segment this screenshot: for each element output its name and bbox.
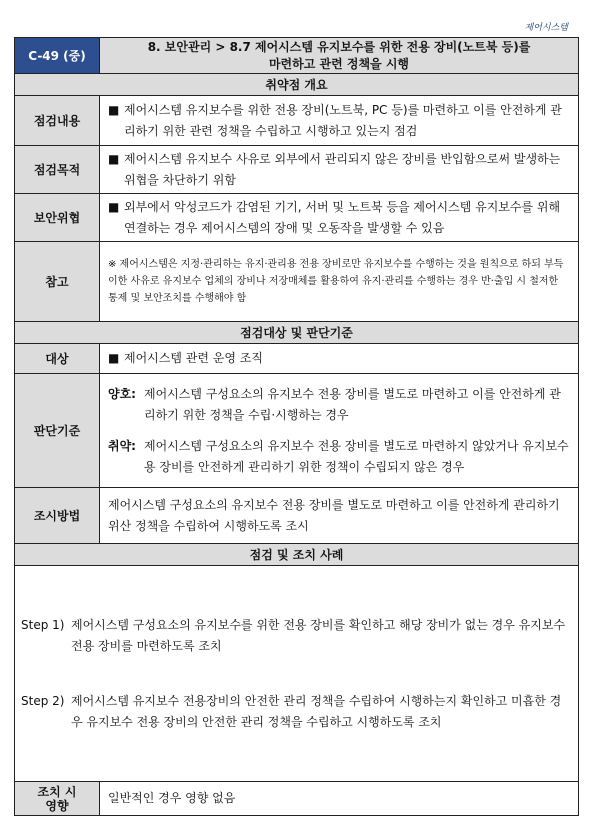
- good-text: 제어시스템 구성요소의 유지보수 전용 장비를 별도로 마련하고 이를 안전하게 관리하기 위한 정책을 수립·시행하는 경우: [144, 386, 561, 422]
- good-key: 양호:: [108, 386, 136, 401]
- judgement-label: 판단기준: [15, 374, 100, 488]
- purpose-row: [15, 146, 579, 194]
- threat-label: 보안위협: [15, 194, 100, 242]
- section-criteria-heading: 점검대상 및 판단기준: [15, 322, 579, 344]
- purpose-label: 점검목적: [15, 146, 100, 194]
- threat-row: [15, 194, 579, 242]
- method-text: 제어시스템 구성요소의 유지보수 전용 장비를 별도로 마련하고 이를 안전하게 관리하기 위산 정책을 수립하여 시행하도록 조시: [100, 488, 579, 544]
- purpose-text: 제어시스템 유지보수 사유로 외부에서 관리되지 않은 장비를 반입함으로써 발생하는 위협을 차단하기 위함: [124, 151, 561, 187]
- method-row: [15, 488, 579, 544]
- reference-text: ※ 제어시스템은 지정·관리하는 유지·관리용 전용 장비로만 유지보수를 수행하는 것을 원칙으로 하되 부득이한 사유로 유지보수 업체의 장비나 저장매체를 활용하여 유지·관리를 수행하는 경우 반·출입 시 철저한 통제 및 보안조치를 수행해야 함: [100, 242, 579, 322]
- criterion-vulnerable: [108, 436, 570, 478]
- step-item: [21, 615, 572, 657]
- content-text: 제어시스템 유지보수를 위한 전용 장비(노트북, PC 등)를 마련하고 이를 안전하게 관리하기 위한 관련 정책을 수립하고 시행하고 있는지 점검: [124, 102, 562, 138]
- method-label: 조시방법: [15, 488, 100, 544]
- item-code: C-49 (중): [15, 38, 100, 74]
- title-row: [15, 38, 579, 74]
- bullet-square-icon: ■: [108, 351, 120, 365]
- vulnerable-key: 취약:: [108, 438, 136, 453]
- target-text: 제어시스템 관련 운영 조직: [124, 351, 263, 365]
- impact-label-line2: 영향: [45, 798, 69, 813]
- content-label: 점검내용: [15, 96, 100, 146]
- reference-label: 참고: [15, 242, 100, 322]
- criterion-good: [108, 384, 570, 426]
- steps-row: [15, 566, 579, 782]
- impact-text: 일반적인 경우 영향 없음: [100, 782, 579, 816]
- item-title-line2: 마련하고 관련 정책을 시행: [268, 56, 410, 71]
- step-text: 제어시스템 유지보수 전용장비의 안전한 관리 정책을 수립하여 시행하는지 확인하고 미흡한 경우 유지보수 전용 장비의 안전한 관리 정책을 수립하고 시행하도록 조치: [71, 693, 562, 729]
- target-row: [15, 344, 579, 374]
- bullet-square-icon: ■: [108, 102, 120, 117]
- step-label: Step 2): [21, 693, 65, 708]
- section-cases-row: [15, 544, 579, 566]
- step-text: 제어시스템 구성요소의 유지보수를 위한 전용 장비를 확인하고 해당 장비가 없는 경우 유지보수 전용 장비를 마련하도록 조치: [71, 617, 566, 653]
- bullet-square-icon: ■: [108, 151, 120, 166]
- steps-cell: [15, 566, 579, 782]
- target-label: 대상: [15, 344, 100, 374]
- section-criteria-row: [15, 322, 579, 344]
- impact-row: [15, 782, 579, 816]
- reference-row: [15, 242, 579, 322]
- impact-label-line1: 조치 시: [37, 784, 77, 799]
- impact-label: [15, 782, 100, 816]
- item-title-line1: 8. 보안관리 > 8.7 제어시스템 유지보수를 위한 전용 장비(노트북 등)를: [147, 39, 531, 54]
- bullet-square-icon: ■: [108, 199, 120, 214]
- checklist-table: [14, 37, 579, 816]
- section-overview-row: [15, 74, 579, 96]
- step-item: [21, 691, 572, 733]
- section-overview-heading: 취약점 개요: [15, 74, 579, 96]
- threat-text: 외부에서 악성코드가 감염된 기기, 서버 및 노트북 등을 제어시스템 유지보수를 위해 연결하는 경우 제어시스템의 장애 및 오동작을 발생할 수 있음: [124, 199, 561, 235]
- vulnerable-text: 제어시스템 구성요소의 유지보수 전용 장비를 별도로 마련하지 않았거나 유지보수용 장비를 안전하게 관리하기 위한 정책이 수립되지 않은 경우: [144, 438, 569, 474]
- step-label: Step 1): [21, 617, 65, 632]
- document-category-tag: 제어시스템: [524, 23, 568, 33]
- item-title: [100, 38, 579, 74]
- judgement-row: [15, 374, 579, 488]
- content-row: [15, 96, 579, 146]
- section-cases-heading: 점검 및 조치 사례: [15, 544, 579, 566]
